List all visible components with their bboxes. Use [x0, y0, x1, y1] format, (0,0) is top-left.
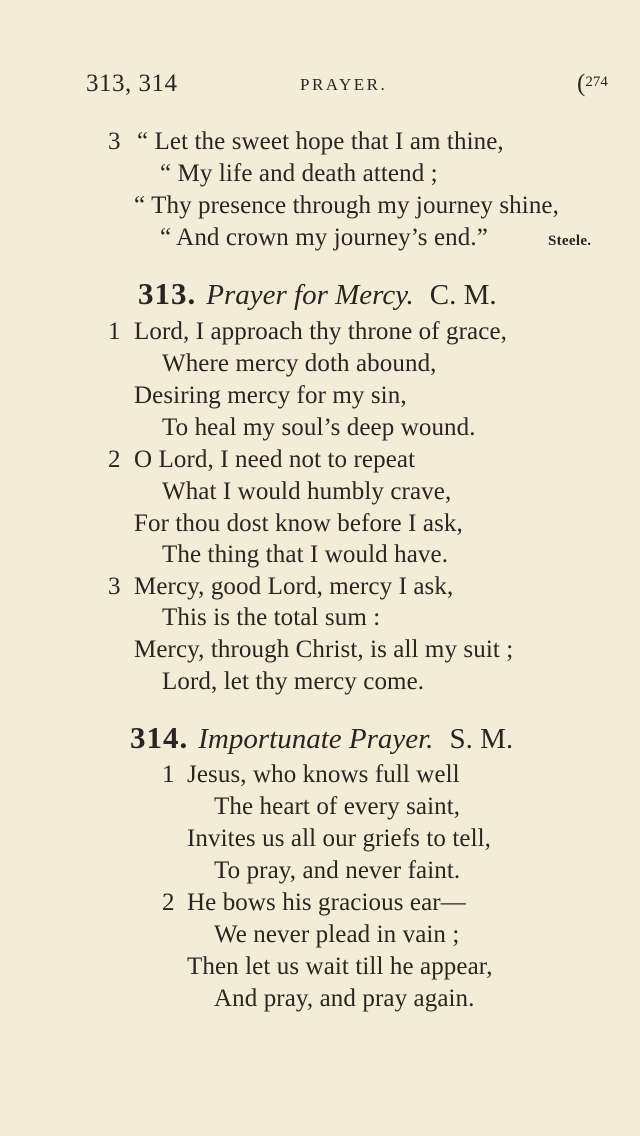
verse-line: Mercy, through Christ, is all my suit ;: [134, 636, 514, 663]
verse-line: Desiring mercy for my sin,: [134, 382, 407, 409]
verse-line: Where mercy doth abound,: [162, 350, 437, 377]
hymn-314-heading: [130, 720, 513, 756]
verse-line: “ And crown my journey’s end.”: [160, 224, 488, 251]
verse-line: Jesus, who knows full well: [187, 761, 460, 788]
hymn-title: Importunate Prayer.: [198, 723, 434, 755]
hymn-meter: S. M.: [449, 723, 514, 755]
verse-number: 2: [162, 889, 175, 916]
verse-line: “ My life and death attend ;: [160, 160, 438, 187]
hymn-number: 313.: [138, 276, 197, 311]
page-bracket: (: [577, 70, 586, 97]
verse-number: 1: [162, 761, 175, 788]
page-header: [0, 70, 640, 104]
section-title: PRAYER.: [300, 75, 388, 94]
verse-number: 2: [108, 446, 121, 473]
hymn-number: 314.: [130, 720, 189, 755]
hymn-313-heading: [138, 276, 497, 312]
verse-line: This is the total sum :: [162, 604, 381, 631]
verse-line: The thing that I would have.: [162, 541, 449, 568]
verse-line: Then let us wait till he appear,: [187, 953, 493, 980]
verse-number: 3: [108, 128, 121, 155]
verse-line: What I would humbly crave,: [162, 478, 452, 505]
hymn-title: Prayer for Mercy.: [206, 279, 414, 311]
hymn-range: 313, 314: [86, 70, 178, 97]
verse-line: To pray, and never faint.: [214, 857, 461, 884]
verse-line: Mercy, good Lord, mercy I ask,: [134, 573, 454, 600]
hymn-meter: C. M.: [429, 279, 497, 311]
verse-line: Invites us all our griefs to tell,: [187, 825, 492, 852]
verse-line: O Lord, I need not to repeat: [134, 446, 416, 473]
verse-line: “ Thy presence through my journey shine,: [134, 192, 559, 219]
verse-number: 3: [108, 573, 121, 600]
verse-line: We never plead in vain ;: [214, 921, 460, 948]
verse-line: Lord, I approach thy throne of grace,: [134, 318, 507, 345]
verse-line: Lord, let thy mercy come.: [162, 668, 425, 695]
page-number-group: [577, 70, 608, 98]
verse-line: He bows his gracious ear—: [187, 889, 466, 916]
page-number: 274: [585, 74, 608, 90]
verse-line: To heal my soul’s deep wound.: [162, 414, 476, 441]
verse-line: For thou dost know before I ask,: [134, 510, 463, 537]
verse-line: And pray, and pray again.: [214, 985, 475, 1012]
verse-line: “ Let the sweet hope that I am thine,: [137, 128, 504, 155]
verse-line: The heart of every saint,: [214, 793, 461, 820]
author-credit: Steele.: [548, 233, 592, 249]
verse-number: 1: [108, 318, 121, 345]
